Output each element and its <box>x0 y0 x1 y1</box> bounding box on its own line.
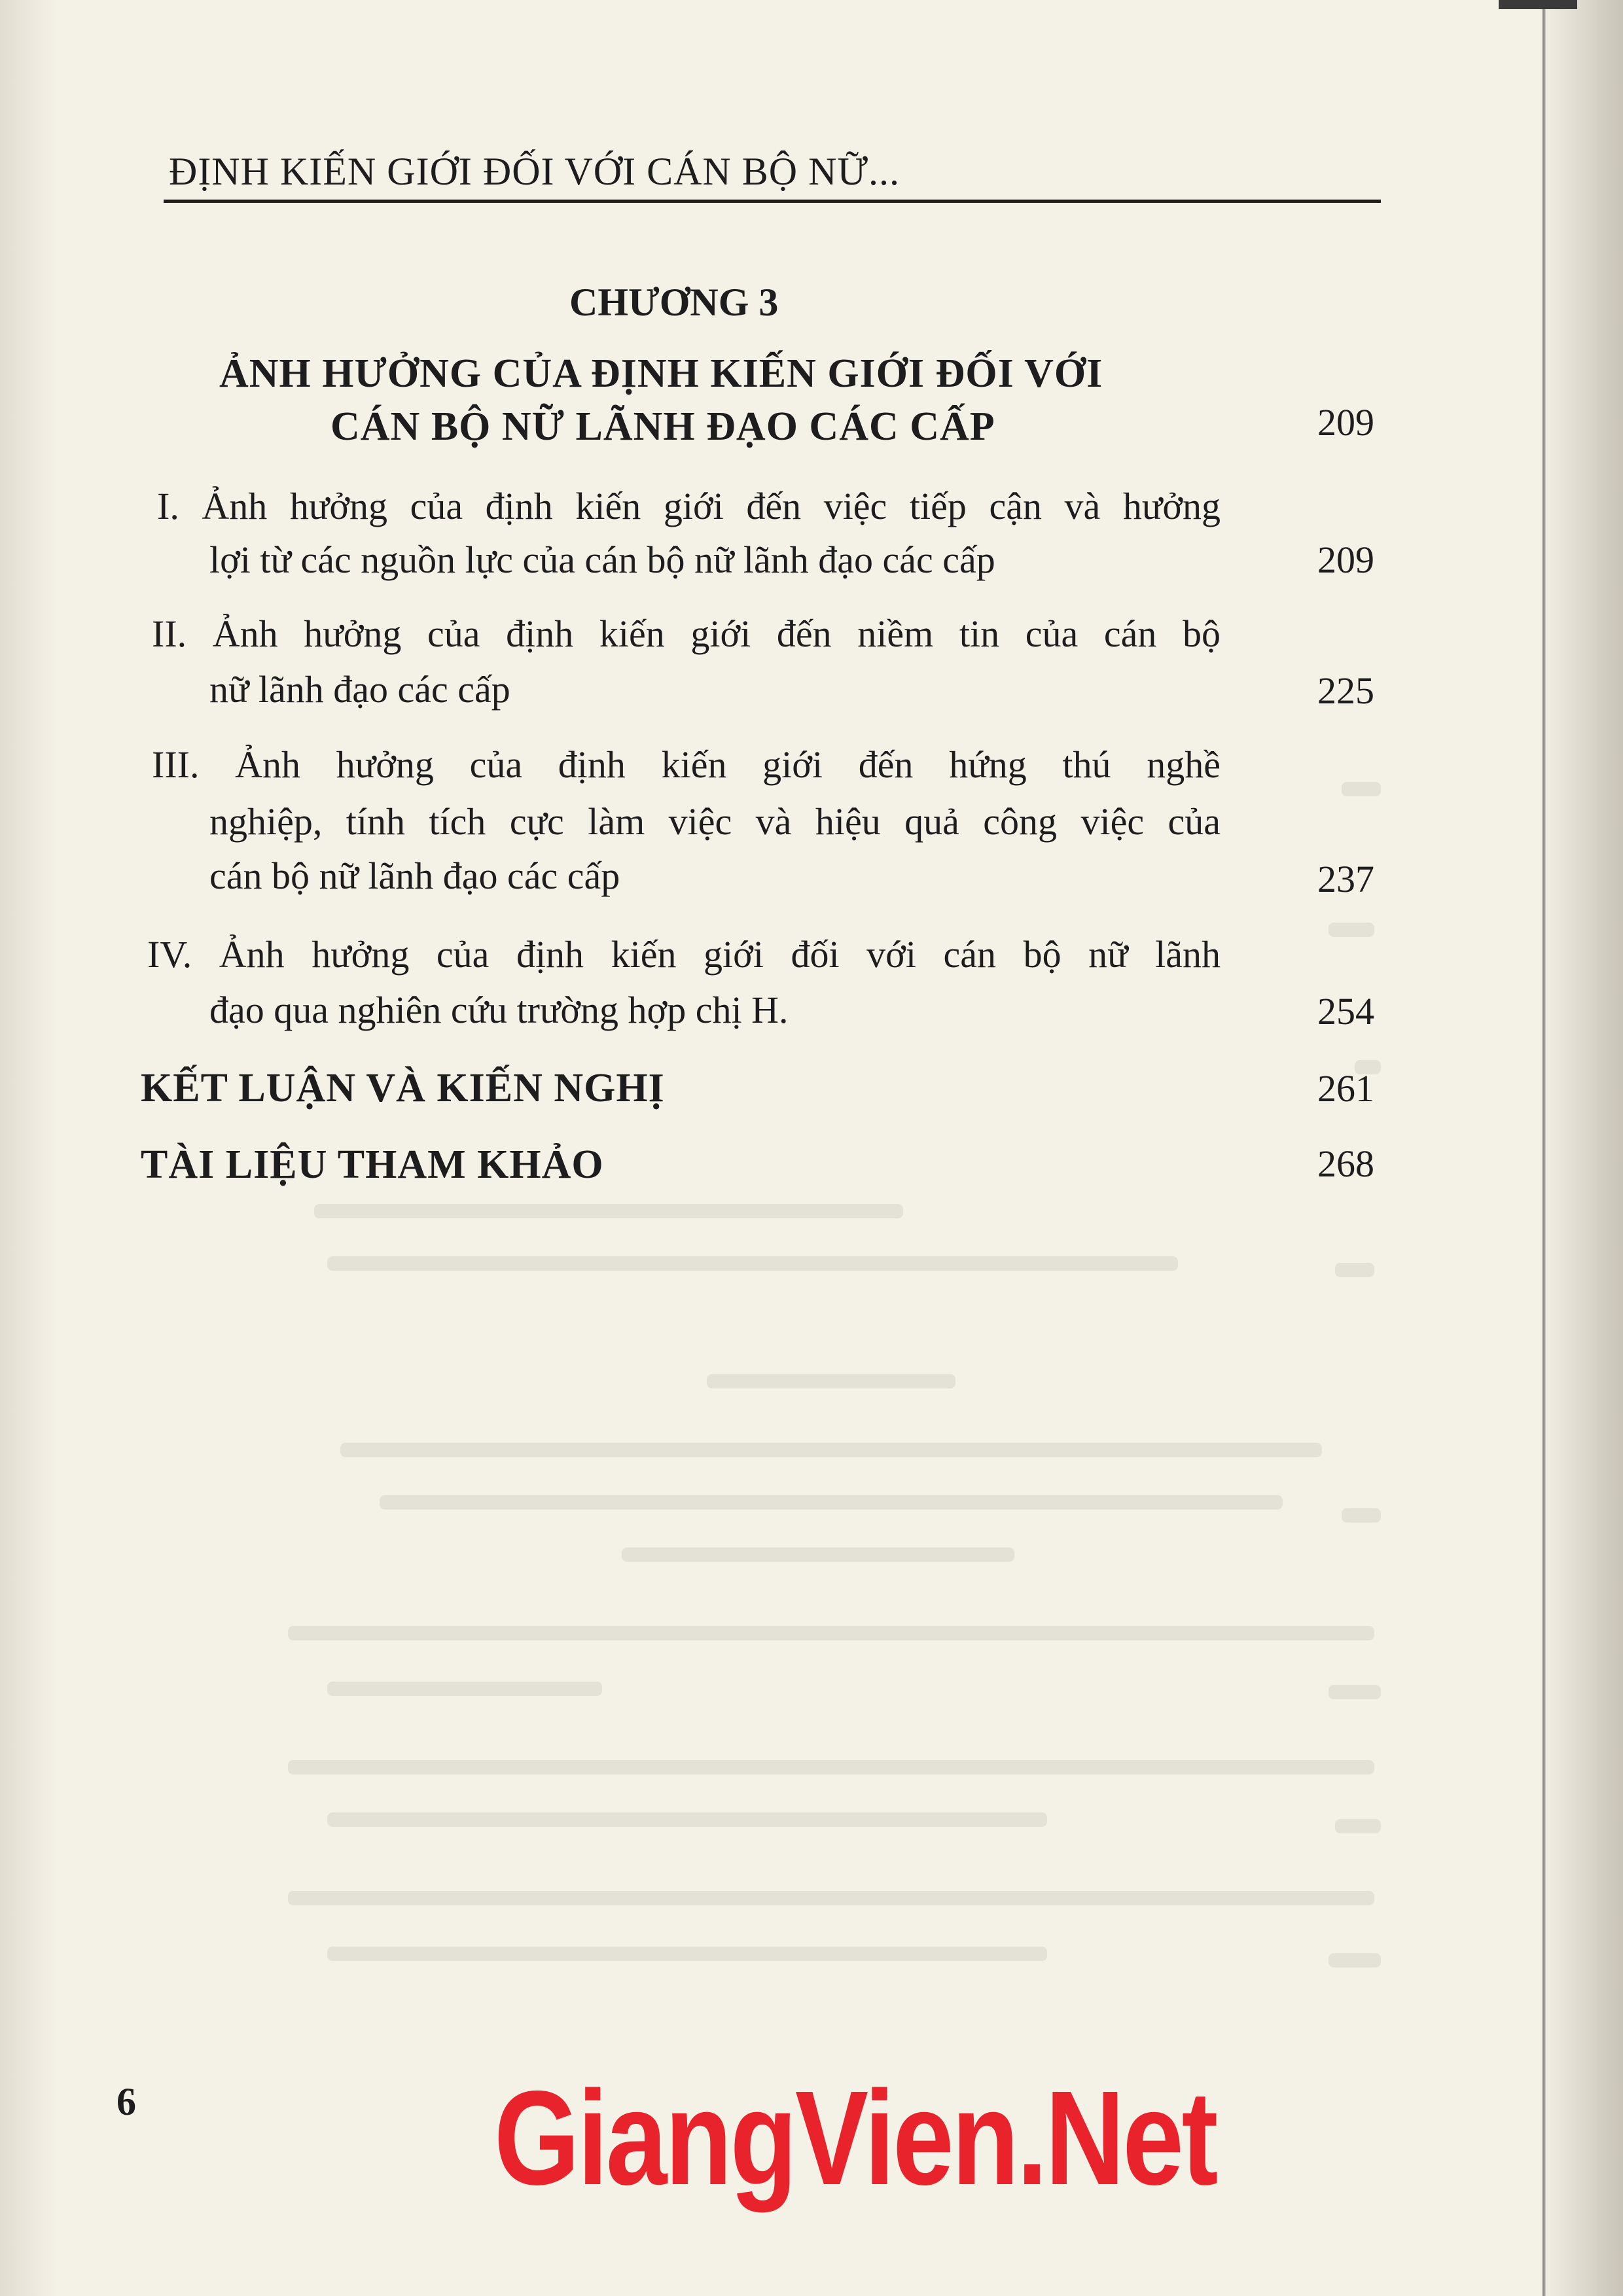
show-through-text <box>288 1760 1374 1775</box>
show-through-text <box>1335 1819 1381 1833</box>
show-through-text <box>1329 1685 1381 1699</box>
running-header: ĐỊNH KIẾN GIỚI ĐỐI VỚI CÁN BỘ NỮ... <box>169 150 900 193</box>
show-through-text <box>327 1812 1047 1827</box>
binding-edge <box>1542 0 1546 2296</box>
toc-entry-2-page: 225 <box>1317 669 1374 712</box>
show-through-text <box>622 1547 1014 1562</box>
show-through-text <box>380 1495 1283 1510</box>
show-through-text <box>1342 1508 1381 1523</box>
show-through-text <box>340 1443 1322 1457</box>
toc-entry-4-line-1: IV. Ảnh hưởng của định kiến giới đối với cán bộ nữ lãnh <box>147 933 1221 976</box>
toc-entry-3-line-1: III. Ảnh hưởng của định kiến giới đến hứng thú nghề <box>152 743 1221 786</box>
page-number: 6 <box>116 2080 136 2123</box>
header-rule <box>164 200 1381 203</box>
toc-entry-2-line-1: II. Ảnh hưởng của định kiến giới đến niềm tin của cán bộ <box>152 612 1221 655</box>
toc-section-references: TÀI LIỆU THAM KHẢO <box>141 1142 604 1187</box>
toc-entry-3-page: 237 <box>1317 858 1374 900</box>
chapter-number: CHƯƠNG 3 <box>569 281 779 324</box>
scan-mark <box>1499 0 1577 9</box>
show-through-text <box>327 1682 602 1696</box>
show-through-text <box>288 1626 1374 1640</box>
toc-entry-1-line-2: lợi từ các nguồn lực của cán bộ nữ lãnh đạo các cấp <box>209 539 995 581</box>
toc-section-references-page: 268 <box>1317 1142 1374 1185</box>
toc-entry-2-line-2: nữ lãnh đạo các cấp <box>209 668 510 711</box>
show-through-text <box>314 1204 903 1218</box>
chapter-page-number: 209 <box>1317 401 1374 444</box>
show-through-text <box>1342 782 1381 796</box>
toc-section-conclusion-page: 261 <box>1317 1067 1374 1110</box>
show-through-text <box>1335 1263 1374 1277</box>
show-through-text <box>327 1256 1178 1271</box>
chapter-title-line-2: CÁN BỘ NỮ LÃNH ĐẠO CÁC CẤP <box>330 404 995 449</box>
show-through-text <box>707 1374 955 1388</box>
show-through-text <box>327 1947 1047 1961</box>
toc-entry-1-line-1: I. Ảnh hưởng của định kiến giới đến việc tiếp cận và hưởng <box>157 485 1221 527</box>
toc-entry-3-line-3: cán bộ nữ lãnh đạo các cấp <box>209 855 620 897</box>
toc-entry-4-line-2: đạo qua nghiên cứu trường hợp chị H. <box>209 989 789 1031</box>
toc-section-conclusion: KẾT LUẬN VÀ KIẾN NGHỊ <box>141 1066 665 1110</box>
chapter-title-line-1: ẢNH HƯỞNG CỦA ĐỊNH KIẾN GIỚI ĐỐI VỚI <box>219 351 1103 396</box>
show-through-text <box>1329 1953 1381 1968</box>
watermark-logo: GiangVien.Net <box>494 2063 1217 2213</box>
toc-entry-4-page: 254 <box>1317 990 1374 1033</box>
toc-entry-3-line-2: nghiệp, tính tích cực làm việc và hiệu quả công việc của <box>209 800 1221 843</box>
show-through-text <box>288 1891 1374 1905</box>
toc-entry-1-page: 209 <box>1317 539 1374 581</box>
show-through-text <box>1329 923 1374 937</box>
